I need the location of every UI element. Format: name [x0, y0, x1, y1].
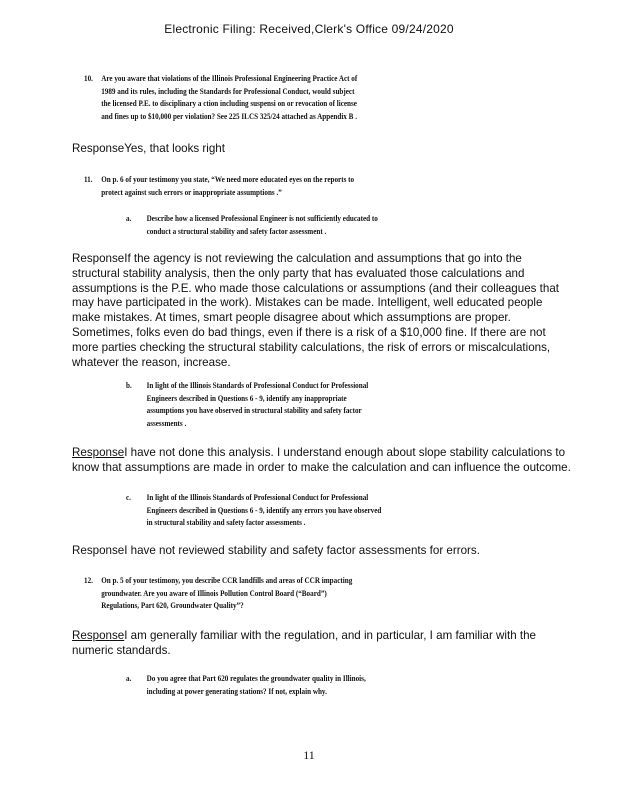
response-text: Yes, that looks right — [124, 142, 225, 155]
question-line: in structural stability and safety factor assessments . — [146, 518, 306, 527]
question-number: 11. — [84, 175, 93, 184]
question-line: groundwater. Are you aware of Illinois Pollution Control Board (“Board”) — [101, 588, 327, 598]
response-text: I have not done this analysis. I understand enough about slope stability calculations to know that assumptions are made in order to make the calculation and can influence the outcome. — [72, 446, 571, 474]
response-label: Response — [72, 629, 125, 642]
question-line: Describe how a licensed Professional Engineer is not sufficiently educated to — [146, 214, 378, 223]
response-label: Response — [72, 252, 125, 265]
response-label: Response — [72, 446, 125, 459]
question-number: 10. — [84, 74, 93, 83]
question-line: In light of the Illinois Standards of Professional Conduct for Professional — [146, 381, 369, 390]
question-line: In light of the Illinois Standards of Professional Conduct for Professional — [146, 493, 369, 502]
question-line: assessments . — [146, 418, 187, 428]
question-line: including at power generating stations? If not, explain why. — [146, 686, 327, 696]
question-line: Engineers described in Questions 6 - 9, identify any errors you have observed — [146, 505, 382, 515]
question-line: protect against such errors or inappropriate assumptions .” — [101, 187, 282, 197]
response-10 — [72, 142, 572, 157]
response-text: I am generally familiar with the regulation, and in particular, I am familiar with the numeric standards. — [72, 629, 536, 657]
response-text: If the agency is not reviewing the calculation and assumptions that go into the structural stability analysis, then the only party that has evaluated those calculations and assumptions is the P.E. who made those calculations or assumptions (and their colleagues that may have participated in the work). Mistakes can be made. Intelligent, well educated people make mistakes. At times, smart people disagree about which assumptions are proper. Sometimes, folks even do bad things, even if there is a risk of a $10,000 fine. If there are not more parties checking the structural stability calculations, the risk of errors or miscalculations, whatever the reason, increase. — [72, 252, 559, 369]
response-11a — [72, 252, 572, 370]
question-line: Engineers described in Questions 6 - 9, identify any inappropriate — [146, 393, 347, 403]
page-number: 11 — [303, 748, 315, 762]
question-line: the licensed P.E. to disciplinary a ction including suspensi on or revocation of license — [101, 99, 357, 108]
subquestion-label: b. — [126, 381, 132, 390]
response-text: I have not reviewed stability and safety factor assessments for errors. — [124, 544, 480, 557]
question-line: Regulations, Part 620, Groundwater Quality”? — [101, 601, 244, 610]
question-line: and fines up to $10,000 per violation? See 225 ILCS 325/24 attached as Appendix B . — [101, 111, 357, 121]
question-line: conduct a structural stability and safety factor assessment . — [146, 226, 327, 236]
question-line: Do you agree that Part 620 regulates the groundwater quality in Illinois, — [146, 674, 366, 683]
question-line: On p. 5 of your testimony, you describe CCR landfills and areas of CCR impacting — [101, 576, 353, 585]
subquestion-label: c. — [126, 493, 131, 502]
electronic-filing-header: Electronic Filing: Received,Clerk's Office 09/24/2020 — [164, 22, 454, 36]
response-label: Response — [72, 142, 125, 155]
subquestion-label: a. — [126, 214, 132, 223]
subquestion-label: a. — [126, 674, 132, 683]
response-11b — [72, 446, 572, 476]
response-12 — [72, 629, 572, 659]
question-line: On p. 6 of your testimony you state, “We need more educated eyes on the reports to — [101, 175, 355, 184]
question-line: 1989 and its rules, including the Standards for Professional Conduct, would subject — [101, 86, 355, 96]
response-label: Response — [72, 544, 125, 557]
response-11c — [72, 544, 572, 559]
question-line: assumptions you have observed in structural stability and safety factor — [146, 406, 362, 415]
question-line: Are you aware that violations of the Illinois Professional Engineering Practice Act of — [101, 74, 358, 83]
question-number: 12. — [84, 576, 93, 585]
